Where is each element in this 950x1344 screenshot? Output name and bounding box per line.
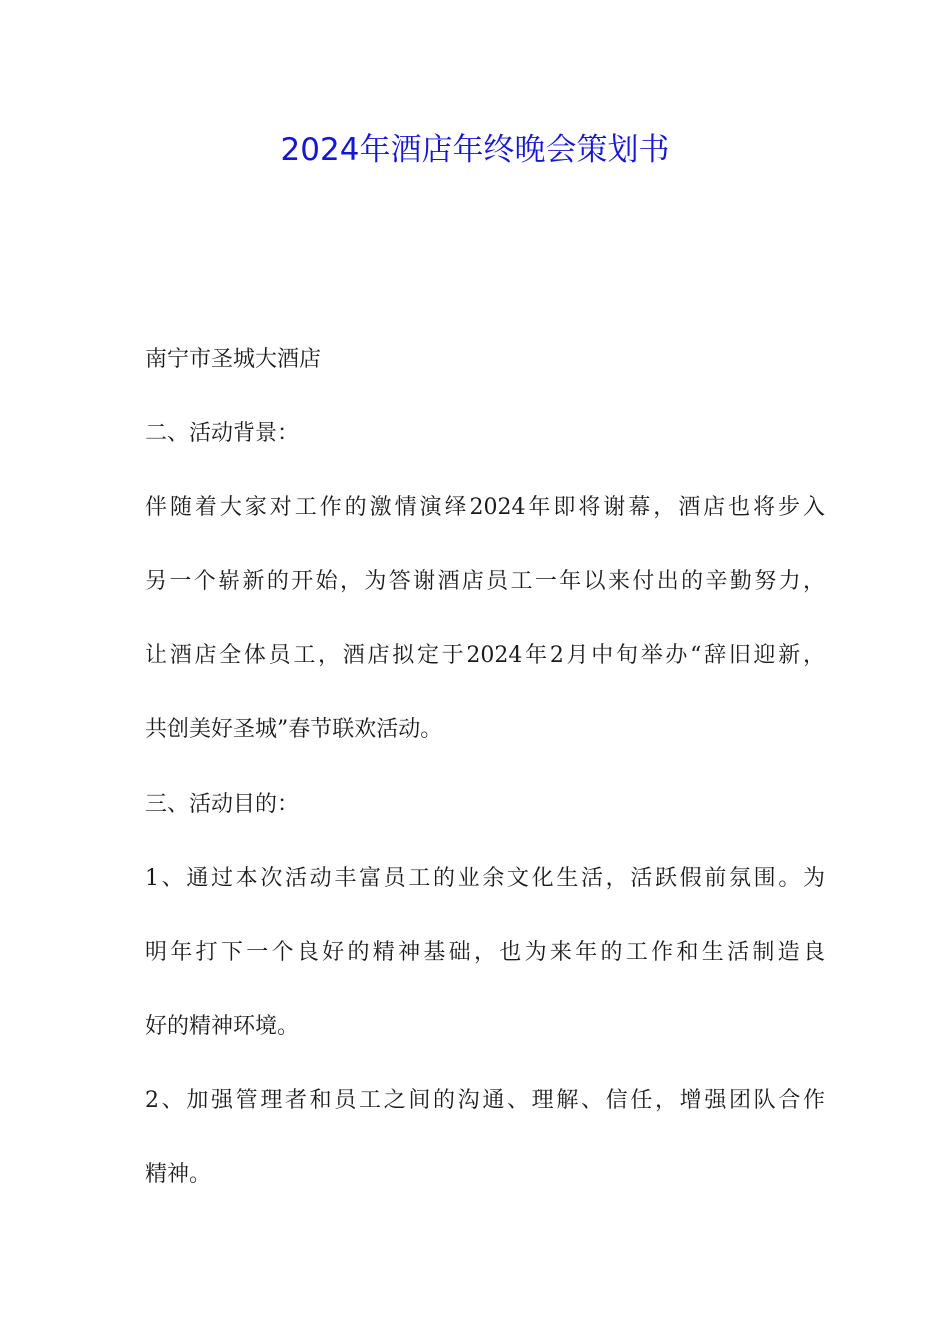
paragraph-line: 2、加强管理者和员工之间的沟通、理解、信任，增强团队合作 xyxy=(145,1088,825,1113)
paragraph-line: 好的精神环境。 xyxy=(145,1014,300,1039)
paragraph-line: 伴随着大家对工作的激情演绎2024年即将谢幕，酒店也将步入 xyxy=(145,495,825,520)
paragraph-line: 让酒店全体员工，酒店拟定于2024年2月中旬举办“辞旧迎新， xyxy=(145,643,825,668)
paragraph-line: 共创美好圣城”春节联欢活动。 xyxy=(145,717,443,742)
section-heading-purpose: 三、活动目的： xyxy=(145,792,300,817)
org-name-line: 南宁市圣城大酒店 xyxy=(145,347,322,372)
paragraph-line: 1、通过本次活动丰富员工的业余文化生活，活跃假前氛围。为 xyxy=(145,866,825,891)
section-heading-background: 二、活动背景： xyxy=(145,421,300,446)
paragraph-line: 明年打下一个良好的精神基础，也为来年的工作和生活制造良 xyxy=(145,940,825,965)
paragraph-line: 精神。 xyxy=(145,1162,212,1187)
paragraph-line: 另一个崭新的开始，为答谢酒店员工一年以来付出的辛勤努力， xyxy=(145,569,825,594)
document-title: 2024年酒店年终晚会策划书 xyxy=(280,132,670,168)
